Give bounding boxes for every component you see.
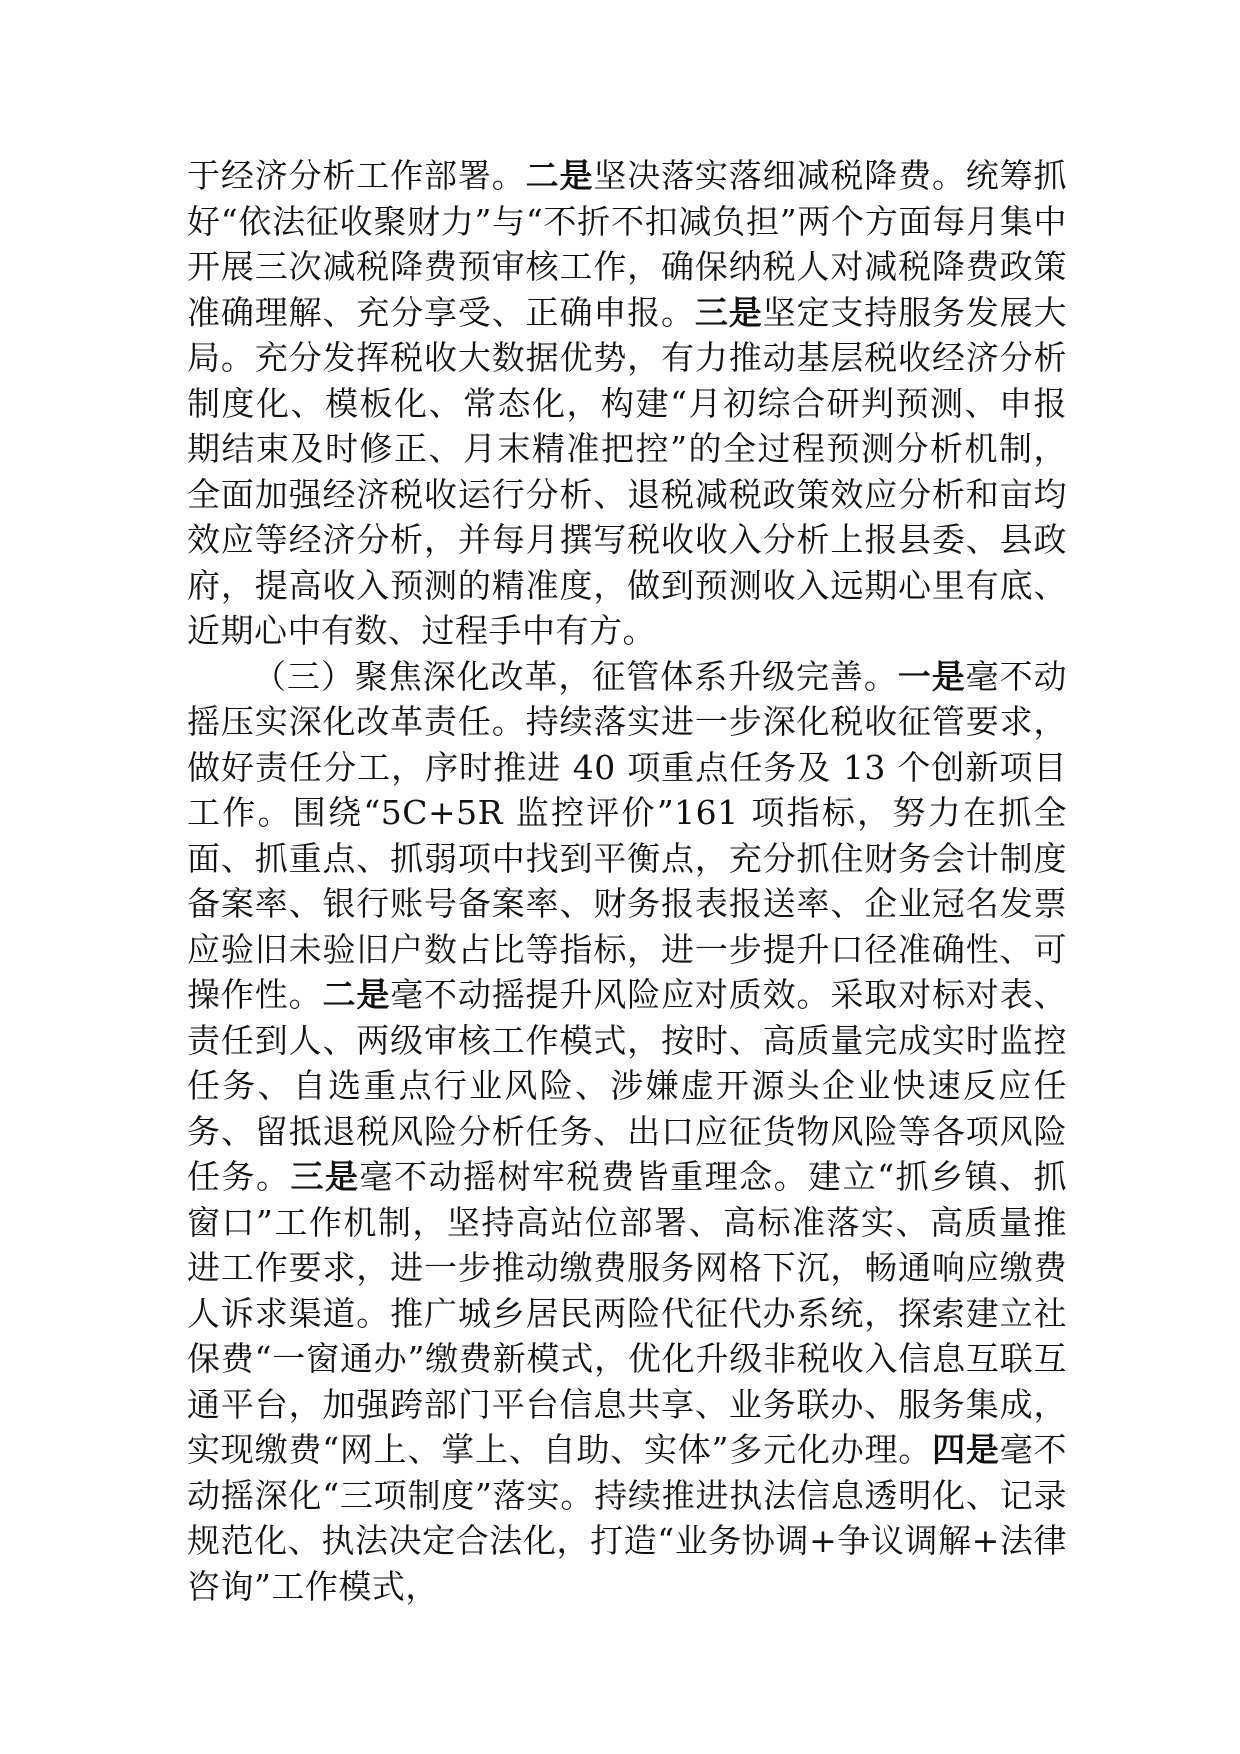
text-segment: 毫不动摇提升风险应对质效。采取对标对表、责任到人、两级审核工作模式，按时、高质量完成实时监控任务、自选重点行业风险、涉嫌虚开源头企业快速反应任务、留抵退税风险分析任务、出口应征货物风险等各项风险任务。 <box>187 975 1068 1196</box>
section-heading: （三）聚焦深化改革，征管体系升级完善。 <box>253 656 898 696</box>
document-body <box>187 153 1067 1609</box>
text-segment: 于经济分析工作部署。 <box>187 156 526 195</box>
text-segment: 坚定支持服务发展大局。充分发挥税收大数据优势，有力推动基层税收经济分析制度化、模板化、常态化，构建“月初综合研判预测、申报期结束及时修正、月末精准把控”的全过程预测分析机制，全面加强经济税收运行分析、退税减税政策效应分析和亩均效应等经济分析，并每月撰写税收收入分析上报县委、县政府，提高收入预测的精准度，做到预测收入远期心里有底、近期心中有数、过程手中有方。 <box>187 292 1068 650</box>
bold-marker: 三是 <box>694 292 763 332</box>
bold-marker: 三是 <box>290 1157 360 1196</box>
paragraph-1 <box>187 153 1067 654</box>
bold-marker: 二是 <box>525 156 594 195</box>
bold-marker: 四是 <box>932 1430 1000 1469</box>
paragraph-2 <box>187 654 1067 1610</box>
text-segment: 毫不动摇深化“三项制度”落实。持续推进执法信息透明化、记录规范化、执法决定合法化，打造“业务协调+争议调解+法律咨询”工作模式， <box>187 1430 1068 1606</box>
text-segment: 坚决落实落细减税降费。统筹抓好“依法征收聚财力”与“不折不扣减负担”两个方面每月集中开展三次减税降费预审核工作，确保纳税人对减税降费政策准确理解、充分享受、正确申报。 <box>187 156 1068 332</box>
bold-marker: 一是 <box>897 656 966 696</box>
text-segment: 毫不动摇树牢税费皆重理念。建立“抓乡镇、抓窗口”工作机制，坚持高站位部署、高标准落实、高质量推进工作要求，进一步推动缴费服务网格下沉，畅通响应缴费人诉求渠道。推广城乡居民两险代征代办系统，探索建立社保费“一窗通办”缴费新模式，优化升级非税收入信息互联互通平台，加强跨部门平台信息共享、业务联办、服务集成，实现缴费“网上、掌上、自助、实体”多元化办理。 <box>187 1157 1068 1469</box>
bold-marker: 二是 <box>322 975 391 1014</box>
text-segment: 毫不动摇压实深化改革责任。持续落实进一步深化税收征管要求，做好责任分工，序时推进 40 项重点任务及 13 个创新项目工作。围绕“5C+5R 监控评价”161 项指标，努力在抓全面、抓重点、抓弱项中找到平衡点，充分抓住财务会计制度备案率、银行账号备案率、财务报表报送率、企业冠名发票应验旧未验旧户数占比等指标，进一步提升口径准确性、可操作性。 <box>187 656 1068 1014</box>
